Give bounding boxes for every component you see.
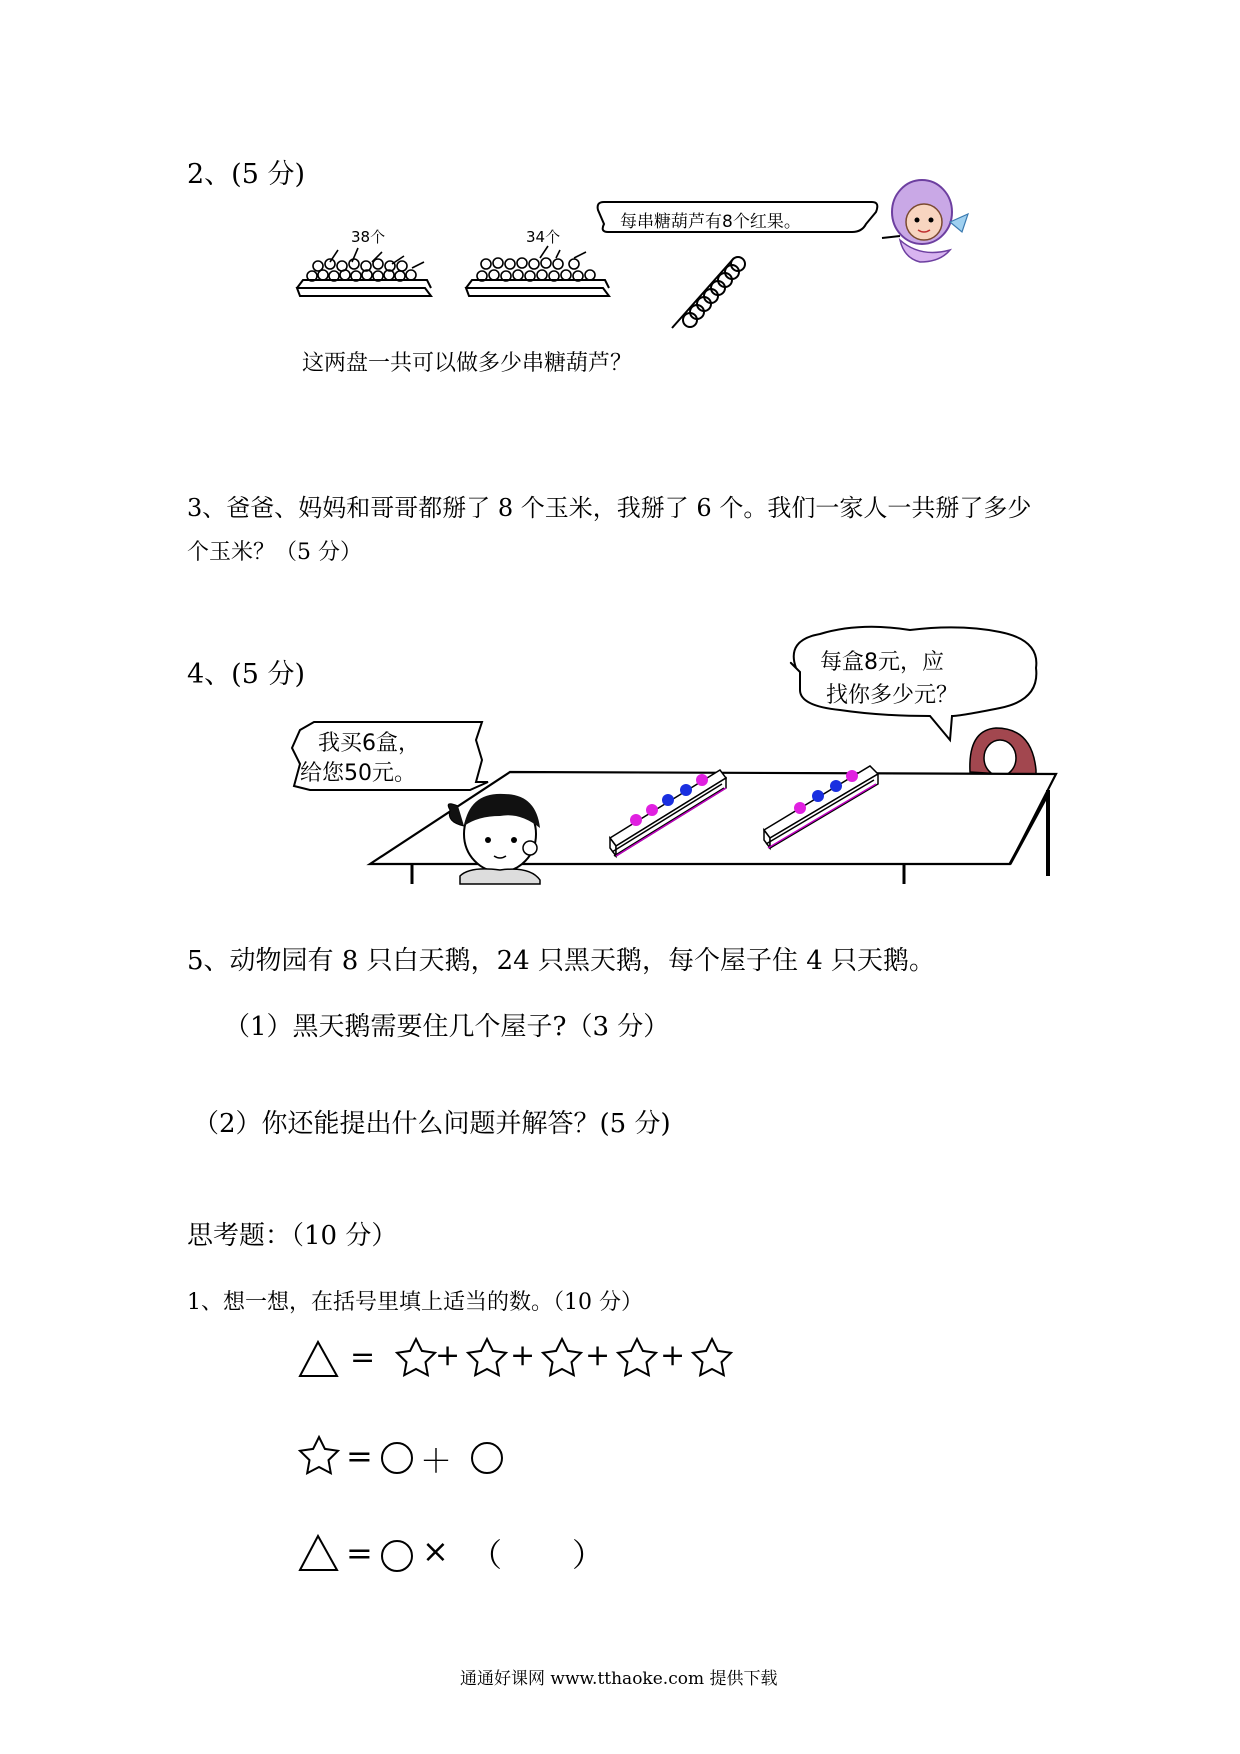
star-icon — [618, 1339, 656, 1375]
plus-sign: + — [435, 1338, 461, 1373]
circle-icon — [382, 1541, 412, 1571]
q3-line-1: 3、爸爸、妈妈和哥哥都掰了 8 个玉米，我掰了 6 个。我们一家人一共掰了多少 — [187, 494, 1032, 522]
circle-icon — [472, 1443, 502, 1473]
plus-sign: ＋ — [420, 1442, 453, 1480]
seller-character — [970, 728, 1036, 778]
multiply-sign: × — [422, 1532, 449, 1570]
q5-stem: 5、动物园有 8 只白天鹅，24 只黑天鹅，每个屋子住 4 只天鹅。 — [187, 946, 936, 976]
page-footer: 通通好课网 www.tthaoke.com 提供下载 — [460, 1669, 778, 1689]
q2-bubble-text: 每串糖葫芦有8个红果。 — [620, 212, 801, 232]
fairy-character — [882, 180, 968, 262]
plate-1-illustration — [297, 248, 431, 296]
q2-question: 这两盘一共可以做多少串糖葫芦？ — [302, 351, 633, 376]
star-icon — [300, 1437, 338, 1473]
q2-heading: 2、(5 分) — [187, 159, 306, 190]
think-q1: 1、想一想，在括号里填上适当的数。（10 分） — [187, 1290, 643, 1315]
q5-sub-2: （2）你还能提出什么问题并解答？(5 分) — [193, 1109, 671, 1139]
circle-icon — [382, 1443, 412, 1473]
plate-2-count: 34个 — [526, 228, 561, 246]
seller-line-2: 找你多少元？ — [826, 683, 959, 708]
candied-haws-skewer — [672, 257, 745, 328]
q5-sub-1: （1）黑天鹅需要住几个屋子?（3 分） — [224, 1012, 670, 1042]
think-heading: 思考题：（10 分） — [187, 1221, 398, 1251]
star-icon — [543, 1339, 581, 1375]
star-icon — [397, 1339, 435, 1375]
equals-sign: = — [346, 1437, 373, 1475]
girl-line-2: 给您50元。 — [300, 761, 416, 786]
star-icon — [468, 1339, 506, 1375]
star-icon — [693, 1339, 731, 1375]
q4-heading: 4、(5 分) — [187, 659, 306, 690]
triangle-icon — [300, 1536, 337, 1570]
girl-line-1: 我买6盒， — [318, 731, 420, 756]
plate-1-count: 38个 — [351, 228, 386, 246]
equals-sign: = — [346, 1534, 373, 1572]
blank-left-paren: （ — [470, 1536, 503, 1574]
blank-right-paren: ） — [572, 1536, 605, 1574]
equals-sign: = — [350, 1340, 376, 1375]
plus-sign: + — [585, 1338, 611, 1373]
plus-sign: + — [660, 1338, 686, 1373]
seller-line-1: 每盒8元，应 — [820, 650, 944, 675]
triangle-icon — [300, 1342, 337, 1376]
plus-sign: + — [510, 1338, 536, 1373]
q3-line-2: 个玉米？（5 分） — [187, 540, 362, 565]
plate-2-illustration — [466, 246, 609, 296]
